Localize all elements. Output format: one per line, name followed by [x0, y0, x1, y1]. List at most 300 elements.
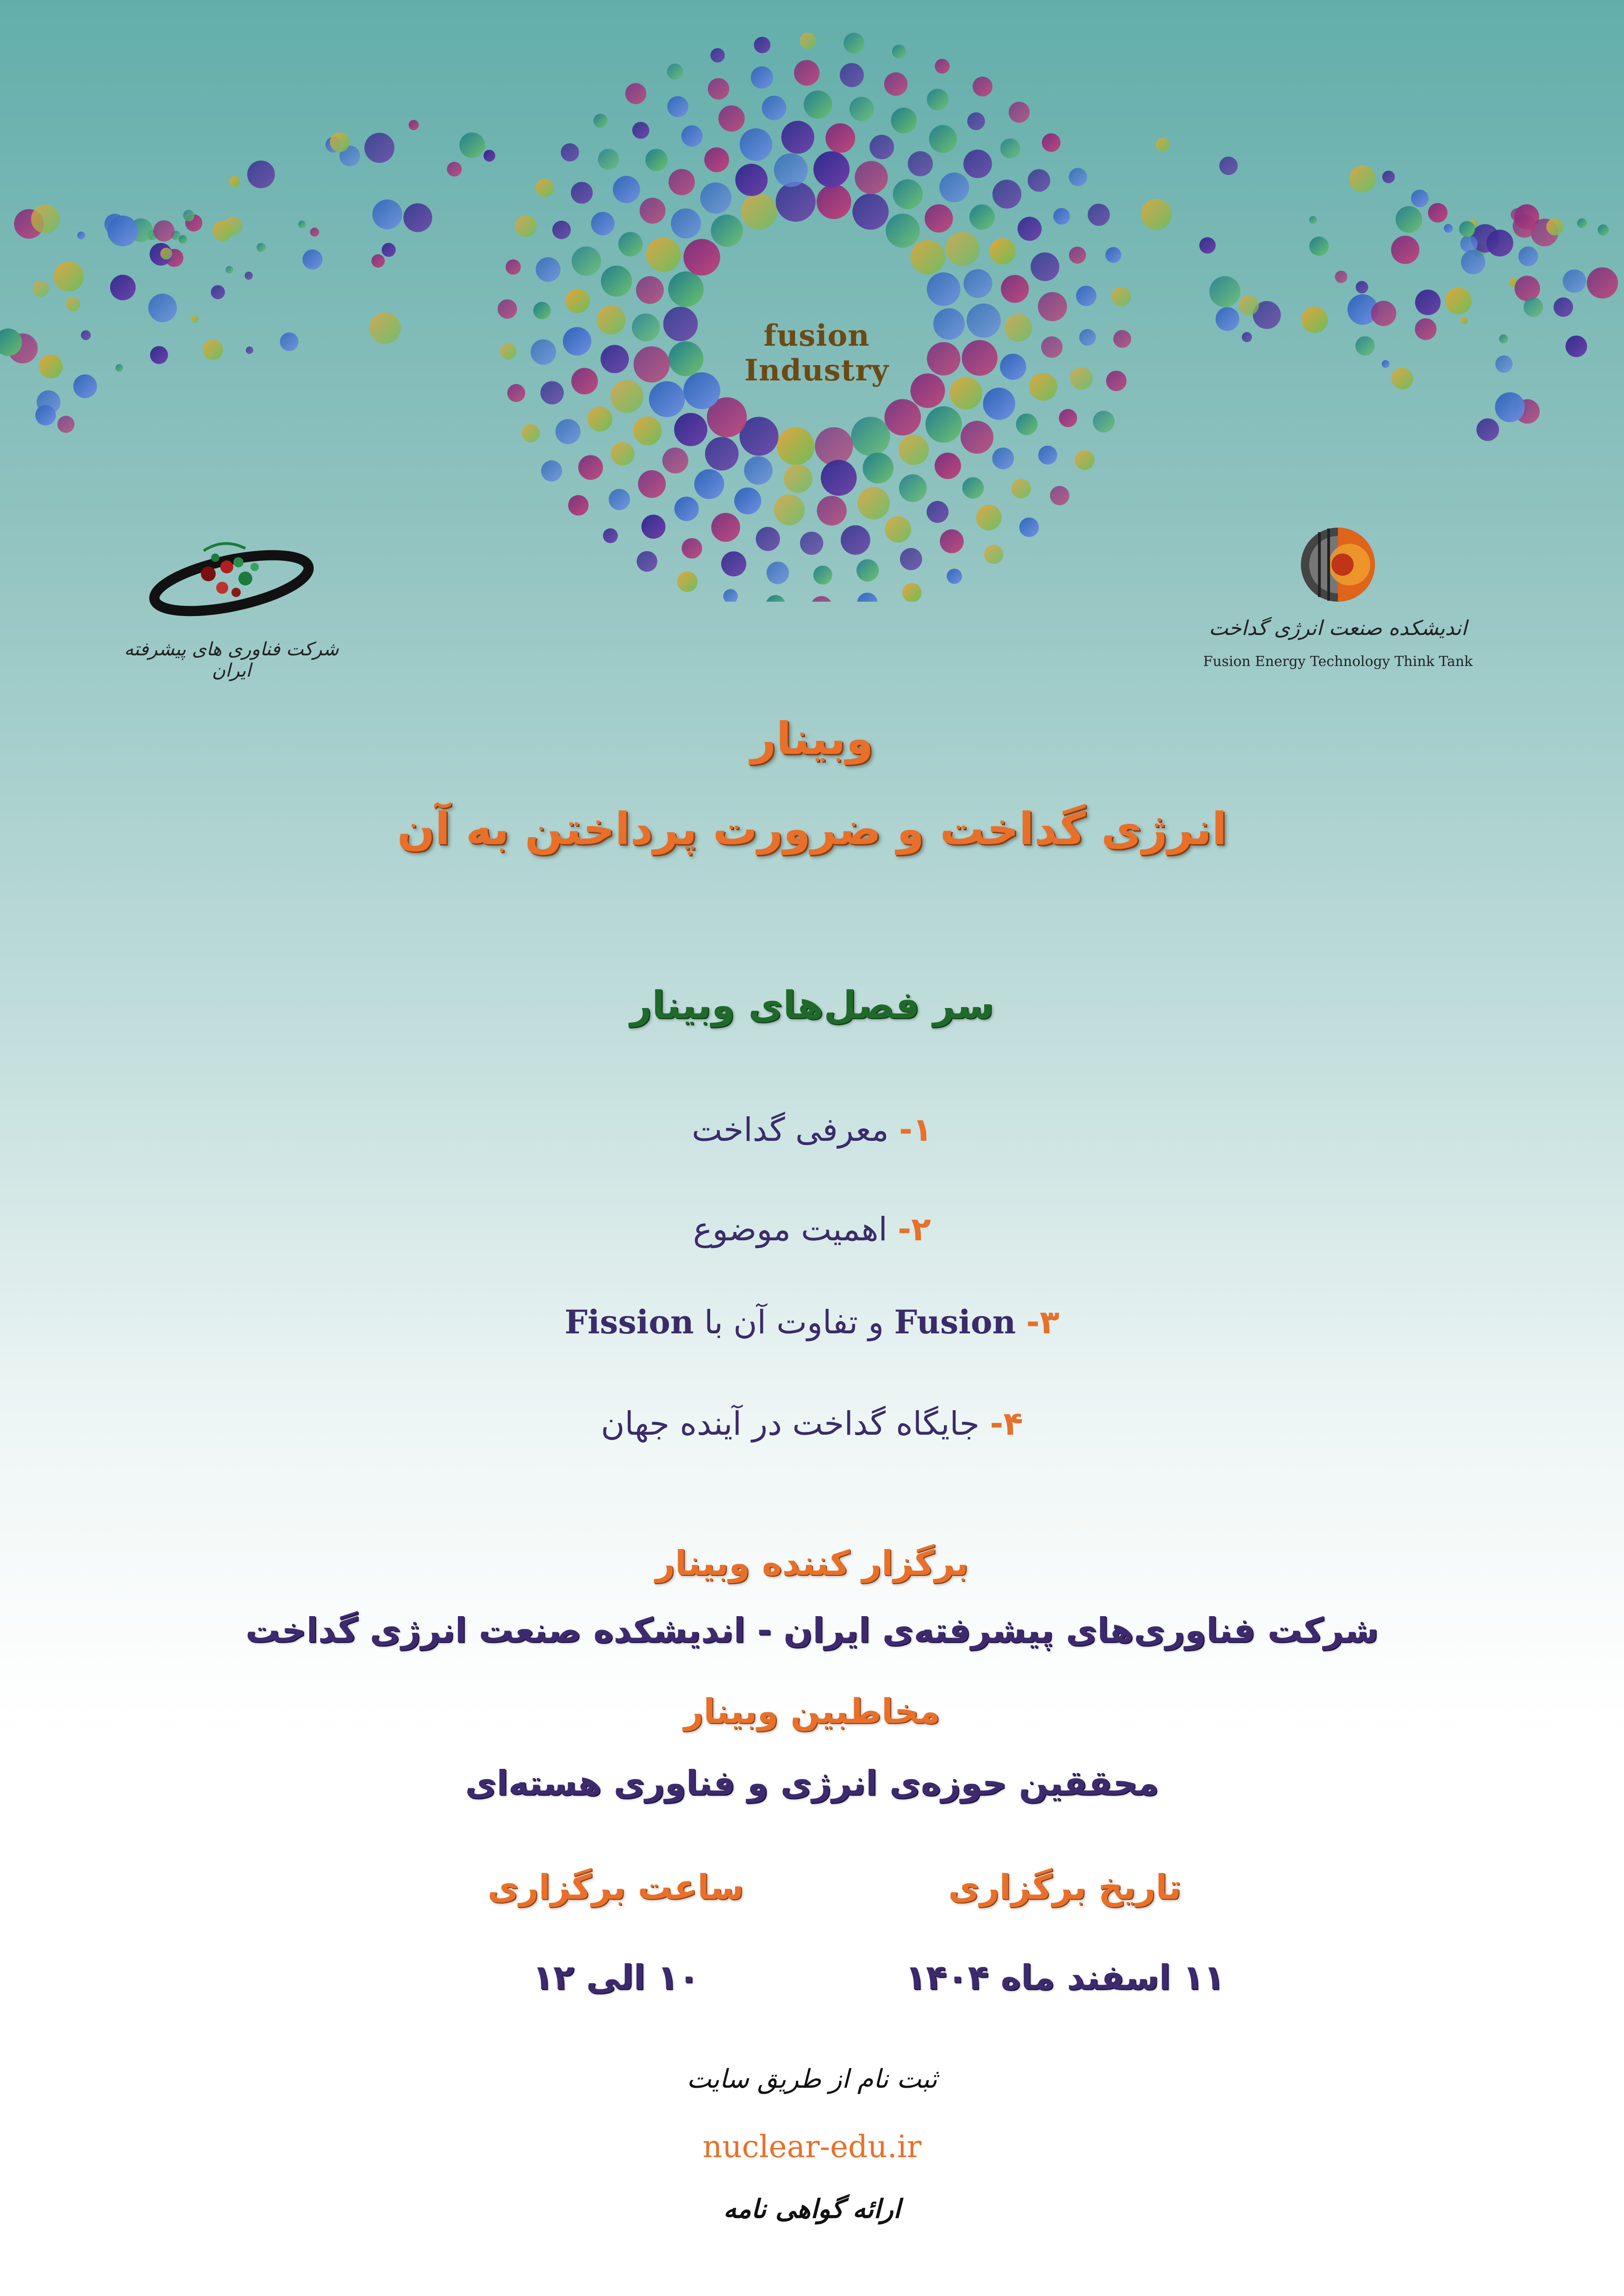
- bubble: [843, 33, 864, 54]
- bubble: [330, 132, 350, 152]
- bubble: [611, 380, 643, 413]
- bubble: [587, 407, 612, 432]
- bubble: [1355, 281, 1368, 293]
- bubble: [1041, 336, 1062, 358]
- bubble: [1028, 169, 1050, 192]
- bubble: [572, 247, 601, 276]
- audience-label: مخاطبین وبینار: [684, 1692, 940, 1731]
- chapter-item-3: [0, 1303, 1624, 1341]
- bubble: [992, 448, 1014, 469]
- bubble: [39, 355, 62, 378]
- bubble: [682, 538, 702, 559]
- bubble: [962, 340, 998, 376]
- bubble: [1070, 367, 1093, 390]
- bubble: [298, 221, 306, 228]
- bubble: [522, 424, 540, 442]
- bubble: [578, 455, 603, 479]
- date-value: ۱۱ اسفند ماه ۱۴۰۴: [905, 1958, 1224, 1997]
- bubble: [160, 248, 172, 260]
- bubble: [1050, 486, 1069, 505]
- chapter-item-2: [0, 1210, 1624, 1248]
- webinar-subtitle: انرژی گداخت و ضرورت پرداختن به آن: [397, 803, 1227, 855]
- bubble: [203, 340, 223, 360]
- bubble: [813, 566, 832, 585]
- registration-text: ثبت نام از طریق سایت: [687, 2064, 937, 2094]
- bubble: [646, 237, 681, 272]
- bubble: [1355, 336, 1375, 355]
- bubble: [675, 497, 699, 521]
- bubble: [774, 153, 808, 187]
- bubble: [794, 60, 819, 86]
- bubble: [668, 272, 704, 307]
- bubble: [668, 169, 695, 195]
- bubble: [813, 151, 849, 187]
- bubble: [498, 299, 517, 319]
- bubble: [973, 77, 993, 97]
- bubble: [804, 91, 832, 119]
- bubble: [817, 496, 847, 525]
- chapter-number: ۲-: [898, 1210, 931, 1248]
- webinar-title: وبینار: [750, 713, 874, 765]
- bubble: [54, 261, 84, 292]
- bubble: [1079, 329, 1096, 346]
- bubble: [927, 501, 949, 523]
- bubble: [1018, 217, 1042, 241]
- bubble: [781, 121, 814, 154]
- bubble: [1487, 230, 1513, 256]
- bubble: [1577, 218, 1587, 228]
- bubble: [601, 266, 632, 297]
- bubble: [556, 419, 581, 444]
- bubble: [694, 469, 725, 499]
- bubble: [633, 417, 662, 445]
- bubble: [935, 453, 961, 479]
- bubble: [280, 332, 299, 351]
- bubble: [31, 205, 60, 233]
- bubble: [593, 114, 607, 128]
- bubble: [1335, 271, 1348, 283]
- bubble: [73, 374, 97, 398]
- bubble: [507, 384, 525, 402]
- bubble: [571, 182, 593, 204]
- bubble: [1495, 355, 1512, 373]
- bubble: [1309, 216, 1317, 224]
- bubble: [1461, 250, 1485, 274]
- chapter-number: ۴-: [990, 1405, 1024, 1443]
- bubble: [1059, 409, 1077, 427]
- bubble: [1513, 214, 1537, 238]
- bubble: [1396, 206, 1423, 233]
- bubble: [1460, 235, 1477, 252]
- bubble: [756, 527, 780, 551]
- bubble: [851, 417, 890, 456]
- bubble: [515, 216, 537, 237]
- bubble: [984, 545, 1004, 564]
- bubble: [81, 330, 91, 340]
- bubble: [711, 215, 743, 247]
- bubble: [674, 413, 707, 446]
- bubble: [459, 132, 485, 158]
- bubble: [150, 346, 168, 364]
- time-label: ساعت برگزاری: [487, 1867, 744, 1907]
- time-value: ۱۰ الی ۱۲: [532, 1958, 700, 1997]
- bubble: [1016, 414, 1038, 436]
- bubble: [179, 235, 187, 243]
- bubble: [983, 388, 1015, 420]
- bubble: [1000, 138, 1020, 158]
- bubble: [634, 346, 670, 382]
- bubble: [989, 238, 1016, 265]
- bubble: [667, 63, 683, 80]
- bubble: [1515, 276, 1540, 301]
- bubble: [1093, 411, 1115, 432]
- bubble: [1069, 168, 1087, 187]
- bubble: [66, 297, 81, 311]
- bubble: [963, 269, 992, 298]
- bubble: [1445, 288, 1472, 315]
- bubble: [1156, 138, 1170, 152]
- bubble: [1216, 307, 1239, 331]
- bubble: [618, 232, 643, 256]
- bubble: [247, 161, 275, 188]
- bubble: [1495, 392, 1525, 423]
- left-logo: [116, 523, 347, 681]
- bubble: [1075, 450, 1095, 470]
- brand-name: fusion Industry: [744, 318, 889, 388]
- bubble: [1069, 247, 1086, 264]
- bubble: [1113, 330, 1131, 348]
- bubble: [1038, 292, 1067, 321]
- bubble: [600, 345, 629, 373]
- bubble: [721, 551, 746, 576]
- bubble: [1415, 290, 1441, 315]
- bubble: [536, 179, 554, 197]
- bubble: [1009, 102, 1030, 123]
- organizer-label: برگزار کننده وبینار: [655, 1543, 969, 1583]
- bubble: [700, 182, 731, 213]
- chapter-text: معرفی گداخت: [692, 1111, 889, 1149]
- bubble: [35, 405, 56, 425]
- bubble: [1444, 224, 1453, 233]
- bubble: [1587, 268, 1618, 299]
- bubble: [1209, 276, 1240, 307]
- bubble: [591, 212, 615, 236]
- bubble: [632, 313, 660, 341]
- bubble: [245, 272, 253, 280]
- bubble: [817, 185, 851, 219]
- bubble: [107, 216, 138, 246]
- bubble: [110, 275, 136, 300]
- bubble: [925, 406, 962, 443]
- bubble: [636, 276, 664, 304]
- bubble: [767, 562, 789, 585]
- bubble: [246, 347, 253, 354]
- chapter-term-fusion: Fusion: [894, 1303, 1016, 1341]
- bubble: [1031, 252, 1059, 281]
- bubble: [506, 260, 521, 275]
- bubble: [967, 304, 1001, 338]
- chapter-text: و تفاوت آن با: [704, 1303, 884, 1341]
- bubble: [1415, 318, 1437, 340]
- bubble: [1000, 354, 1026, 380]
- bubble: [667, 96, 688, 117]
- bubble: [597, 305, 625, 334]
- bubble: [863, 453, 894, 484]
- bubble: [993, 180, 1021, 208]
- bubble: [935, 59, 949, 74]
- chapter-item-4: [0, 1405, 1624, 1443]
- bubble: [1566, 336, 1587, 357]
- bubble: [632, 122, 650, 139]
- bubble: [552, 221, 571, 239]
- bubble: [225, 266, 233, 274]
- bubble: [153, 220, 175, 242]
- bubble: [1392, 368, 1413, 390]
- bubble: [1554, 298, 1573, 317]
- bubble: [705, 437, 739, 471]
- bubble: [976, 505, 1001, 530]
- date-label: تاریخ برگزاری: [948, 1867, 1181, 1907]
- bubble: [57, 416, 75, 433]
- chapter-item-1: [0, 1111, 1624, 1149]
- bubble: [1141, 199, 1172, 230]
- bubble: [950, 377, 982, 409]
- bubble: [33, 281, 49, 297]
- bubble: [774, 494, 805, 525]
- bubble: [364, 133, 394, 163]
- bubble: [1019, 517, 1039, 537]
- bubble: [625, 83, 646, 104]
- bubble: [637, 551, 657, 572]
- bubble: [1499, 335, 1508, 343]
- website-link[interactable]: nuclear-edu.ir: [702, 2129, 922, 2165]
- bubble: [566, 289, 590, 313]
- bubble: [611, 442, 635, 466]
- bubble: [924, 204, 953, 232]
- bubble: [1546, 218, 1563, 236]
- bubble: [939, 173, 969, 202]
- bubble: [800, 532, 823, 555]
- bubble: [766, 595, 785, 602]
- bubble: [1005, 314, 1032, 342]
- bubble: [886, 214, 920, 248]
- bubble: [841, 525, 870, 555]
- bubble: [1076, 286, 1096, 306]
- bubble: [1199, 237, 1216, 254]
- bubble: [447, 162, 462, 177]
- bubble: [962, 477, 984, 498]
- bubble: [382, 243, 396, 257]
- chapter-number: ۳-: [1026, 1303, 1060, 1341]
- bubble: [945, 231, 980, 266]
- bubble: [891, 108, 917, 134]
- right-logo: [1181, 514, 1495, 690]
- bubble: [1053, 208, 1070, 224]
- bubble: [1038, 446, 1057, 465]
- bubble: [1011, 479, 1031, 498]
- chapter-text: اهمیت موضوع: [693, 1210, 887, 1248]
- bubble: [642, 515, 666, 539]
- bubble: [1382, 360, 1390, 368]
- tokamak-logo-icon: [1181, 514, 1495, 616]
- bubble: [825, 123, 855, 153]
- bubble: [900, 548, 922, 570]
- bubble: [681, 125, 703, 147]
- bubble: [741, 193, 777, 230]
- bubble: [857, 487, 890, 520]
- bubble: [784, 464, 812, 493]
- chapters-heading: سر فصل‌های وبینار: [630, 983, 994, 1027]
- bubble: [762, 96, 787, 120]
- bubble: [704, 147, 729, 172]
- bubble: [1476, 418, 1499, 441]
- bubble: [603, 529, 618, 543]
- bubble: [1563, 269, 1586, 292]
- bubble: [908, 151, 933, 176]
- bubble: [371, 254, 385, 268]
- bubble: [683, 239, 720, 275]
- bubble: [191, 315, 199, 323]
- bubble: [1088, 204, 1110, 226]
- bubble: [1598, 224, 1609, 236]
- bubble: [969, 205, 995, 230]
- bubble: [310, 228, 319, 236]
- bubble: [1460, 317, 1468, 324]
- bubble: [1106, 371, 1126, 391]
- bubble: [821, 460, 857, 496]
- bubble: [857, 593, 877, 602]
- bubble: [1459, 221, 1475, 237]
- bubble: [533, 302, 551, 319]
- orbit-logo-icon: [116, 523, 347, 643]
- bubble: [663, 307, 698, 342]
- bubble: [183, 210, 194, 221]
- bubble: [800, 32, 816, 49]
- bubble: [885, 516, 911, 543]
- bubble: [711, 513, 740, 541]
- bubble: [403, 203, 432, 232]
- bubble: [1042, 133, 1061, 152]
- bubble: [947, 569, 962, 584]
- bubble: [649, 381, 685, 417]
- bubble: [927, 273, 961, 306]
- bubble: [740, 128, 772, 161]
- bubble: [677, 572, 698, 592]
- bubble: [1524, 298, 1543, 317]
- right-logo-caption-en: Fusion Energy Technology Think Tank: [1203, 653, 1473, 670]
- bubble: [852, 193, 888, 230]
- bubble: [933, 308, 965, 340]
- bubble: [734, 487, 761, 514]
- bubble: [927, 89, 949, 111]
- bubble: [1106, 247, 1121, 263]
- bubble: [671, 208, 701, 238]
- right-logo-caption-fa: اندیشکده صنعت انرژی گداخت: [1209, 616, 1467, 640]
- bubble: [1242, 332, 1252, 342]
- bubble: [613, 176, 640, 203]
- bubble: [961, 421, 993, 454]
- bubble: [777, 427, 815, 465]
- bubble: [536, 257, 560, 282]
- bubble: [609, 489, 630, 510]
- bubble: [662, 448, 688, 473]
- bubble: [893, 179, 923, 209]
- bubble: [718, 106, 745, 132]
- bubble: [892, 44, 906, 58]
- bubble: [1001, 275, 1029, 303]
- bubble: [899, 474, 927, 502]
- bubble: [849, 97, 874, 121]
- bubble: [598, 149, 619, 170]
- bubble: [571, 368, 598, 394]
- bubble: [1309, 236, 1329, 256]
- bubble: [645, 149, 668, 171]
- bubble: [372, 199, 402, 229]
- bubble: [815, 427, 853, 465]
- bubble: [940, 529, 964, 554]
- bubble: [744, 456, 773, 485]
- bubble: [409, 120, 419, 130]
- bubble: [561, 143, 579, 162]
- bubble: [885, 399, 921, 436]
- bubble: [855, 161, 887, 194]
- bubble: [1518, 247, 1538, 267]
- bubble: [811, 596, 832, 602]
- bubble: [963, 149, 992, 178]
- bubble: [541, 460, 562, 481]
- bubble: [302, 249, 322, 269]
- bubble: [1382, 171, 1395, 183]
- bubble: [531, 339, 556, 365]
- bubble: [776, 182, 816, 222]
- certificate-text: ارائه گواهی نامه: [723, 2194, 901, 2224]
- left-logo-caption: شرکت فناوری های پیشرفته ایران: [124, 639, 339, 681]
- bubble: [1239, 295, 1259, 315]
- bubble: [568, 495, 588, 516]
- decorative-bubbles: [0, 0, 1624, 602]
- organizer-value: شرکت فناوری‌های پیشرفته‌ی ایران - اندیشکده صنعت انرژی گداخت: [245, 1611, 1379, 1650]
- bubble: [1219, 156, 1238, 175]
- bubble: [708, 78, 729, 100]
- bubble: [116, 364, 123, 372]
- bubble: [967, 112, 985, 130]
- bubble: [1112, 287, 1131, 306]
- bubble: [884, 72, 908, 96]
- bubble: [711, 48, 725, 62]
- chapter-term-fission: Fission: [564, 1303, 694, 1341]
- bubble: [640, 198, 666, 224]
- bubble: [212, 221, 233, 241]
- bubble: [540, 381, 563, 404]
- audience-value: محققین حوزه‌ی انرژی و فناوری هسته‌ای: [465, 1763, 1159, 1803]
- bubble: [723, 589, 737, 602]
- bubble: [929, 125, 957, 153]
- bubble: [369, 312, 401, 344]
- bubble: [483, 150, 495, 162]
- bubble: [751, 66, 773, 88]
- bubble: [1428, 203, 1448, 223]
- bubble: [638, 470, 666, 498]
- bubble: [899, 435, 929, 465]
- bubble: [840, 63, 864, 87]
- bubble: [1349, 165, 1376, 193]
- bubble: [256, 243, 266, 252]
- bubble: [148, 293, 177, 322]
- bubble: [1301, 307, 1328, 333]
- bubble: [500, 343, 517, 360]
- bubble: [563, 327, 592, 356]
- bubble: [1411, 190, 1429, 207]
